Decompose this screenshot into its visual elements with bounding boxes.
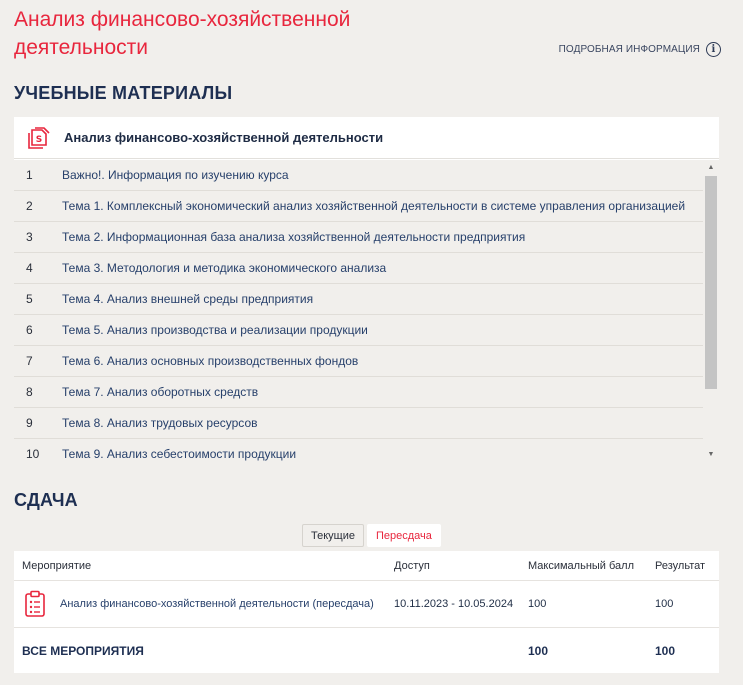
- course-title: Анализ финансово-хозяйственной деятельности: [64, 130, 384, 145]
- lesson-number: 2: [26, 199, 33, 213]
- lesson-link[interactable]: Тема 2. Информационная база анализа хозяйственной деятельности предприятия: [62, 230, 526, 244]
- lesson-row[interactable]: [14, 408, 703, 439]
- lesson-number: 1: [26, 168, 33, 182]
- exam-table: [14, 551, 719, 673]
- tab-current[interactable]: Текущие: [302, 524, 364, 547]
- totals-max-score: 100: [528, 643, 549, 658]
- totals-row: [14, 628, 719, 673]
- lesson-row[interactable]: [14, 253, 703, 284]
- lesson-link[interactable]: Важно!. Информация по изучению курса: [62, 168, 289, 182]
- exam-access: 10.11.2023 - 10.05.2024: [394, 598, 514, 610]
- materials-panel: [14, 117, 719, 461]
- lesson-number: 6: [26, 323, 33, 337]
- lesson-row[interactable]: [14, 191, 703, 222]
- lesson-number: 3: [26, 230, 33, 244]
- exam-max-score: 100: [528, 598, 547, 610]
- lesson-row[interactable]: [14, 439, 703, 461]
- lesson-link[interactable]: Тема 3. Методология и методика экономического анализа: [62, 261, 387, 275]
- lesson-number: 9: [26, 416, 33, 430]
- lesson-number: 7: [26, 354, 33, 368]
- scroll-thumb[interactable]: [705, 176, 717, 389]
- totals-result: 100: [655, 643, 676, 658]
- lesson-link[interactable]: Тема 5. Анализ производства и реализации продукции: [62, 323, 368, 337]
- lesson-row[interactable]: [14, 160, 703, 191]
- clipboard-list-icon: [24, 590, 46, 618]
- lesson-link[interactable]: Тема 1. Комплексный экономический анализ хозяйственной деятельности в системе управления организацией: [62, 199, 686, 213]
- exam-heading: СДАЧА: [14, 490, 78, 510]
- lesson-link[interactable]: Тема 9. Анализ себестоимости продукции: [62, 447, 297, 461]
- lesson-row[interactable]: [14, 346, 703, 377]
- more-info-link[interactable]: [559, 42, 721, 57]
- lesson-number: 4: [26, 261, 33, 275]
- lesson-link[interactable]: Тема 4. Анализ внешней среды предприятия: [62, 292, 314, 306]
- column-max-score: Максимальный балл: [528, 559, 634, 572]
- exam-table-header: [14, 551, 719, 581]
- materials-heading: УЧЕБНЫЕ МАТЕРИАЛЫ: [14, 83, 233, 103]
- exam-event-cell: [14, 590, 394, 618]
- lesson-link[interactable]: Тема 6. Анализ основных производственных фондов: [62, 354, 359, 368]
- lesson-number: 5: [26, 292, 33, 306]
- lesson-link[interactable]: Тема 8. Анализ трудовых ресурсов: [62, 416, 258, 430]
- column-event: Мероприятие: [22, 559, 92, 572]
- svg-text:S: S: [35, 134, 43, 145]
- info-icon: i: [706, 42, 721, 57]
- table-row: [14, 581, 719, 628]
- lesson-row[interactable]: [14, 315, 703, 346]
- exam-tabs: [302, 524, 441, 547]
- totals-label: ВСЕ МЕРОПРИЯТИЯ: [22, 643, 144, 658]
- lesson-scrollbar[interactable]: [703, 160, 719, 461]
- lesson-row[interactable]: [14, 222, 703, 253]
- page-title: Анализ финансово-хозяйственной деятельности: [14, 8, 351, 59]
- exam-result: 100: [655, 598, 674, 610]
- lesson-number: 8: [26, 385, 33, 399]
- column-result: Результат: [655, 559, 706, 572]
- lesson-link[interactable]: Тема 7. Анализ оборотных средств: [62, 385, 259, 399]
- lesson-number: 10: [26, 447, 40, 461]
- scroll-up-icon[interactable]: ▲: [707, 163, 715, 171]
- tab-retake[interactable]: Пересдача: [367, 524, 441, 547]
- lesson-row[interactable]: [14, 377, 703, 408]
- course-header[interactable]: [14, 117, 719, 159]
- lesson-row[interactable]: [14, 284, 703, 315]
- column-access: Доступ: [394, 559, 430, 572]
- scroll-down-icon[interactable]: ▼: [707, 450, 715, 458]
- more-info-label: ПОДРОБНАЯ ИНФОРМАЦИЯ: [558, 44, 700, 55]
- exam-event-link[interactable]: Анализ финансово-хозяйственной деятельности (пересдача): [60, 598, 374, 610]
- lesson-list[interactable]: [14, 160, 719, 461]
- course-file-icon: [26, 125, 52, 151]
